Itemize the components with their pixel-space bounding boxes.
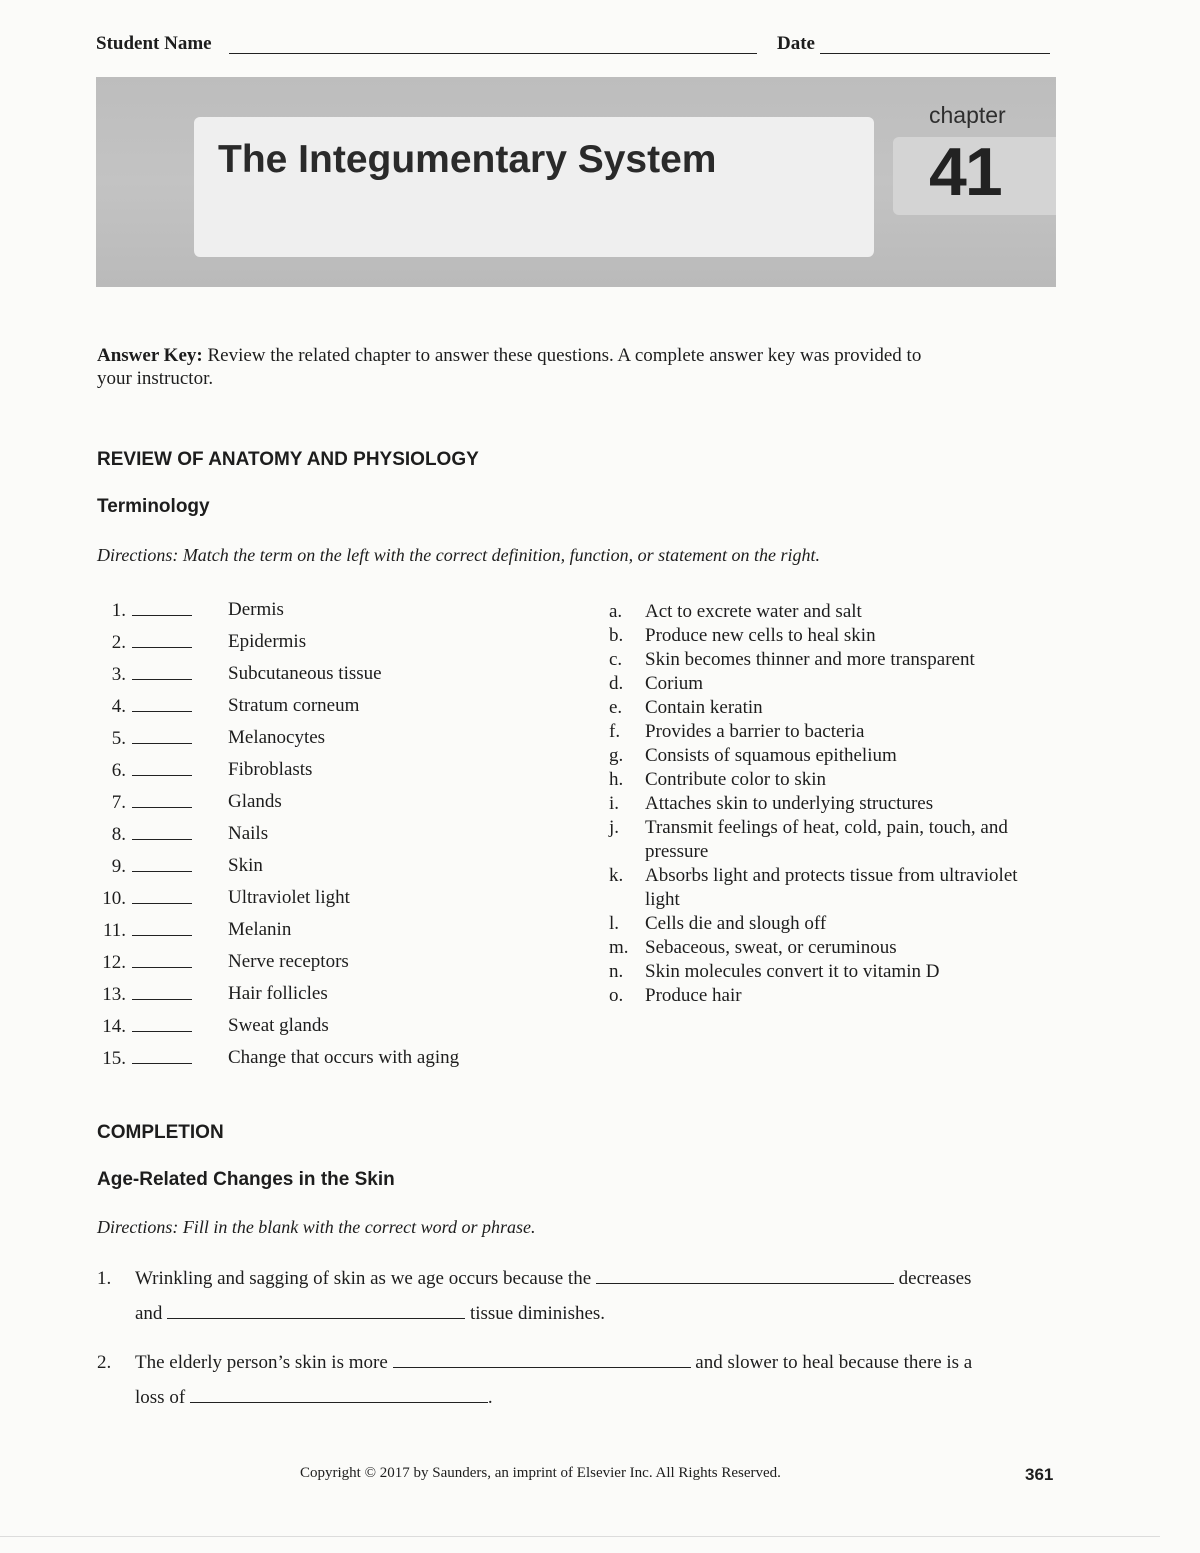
definition-text: Corium <box>645 673 704 694</box>
term-label: Subcutaneous tissue <box>228 663 382 684</box>
question-1-line2 <box>135 1300 1035 1325</box>
answer-key <box>97 344 1067 390</box>
definition-text: Act to excrete water and salt <box>645 601 862 622</box>
definition-letter: f. <box>609 721 621 742</box>
completion-directions: Directions: Fill in the blank with the correct word or phrase. <box>97 1217 536 1237</box>
definition-text: Sebaceous, sweat, or ceruminous <box>645 937 897 958</box>
subsection-title-terminology: Terminology <box>97 496 210 517</box>
question-1 <box>97 1265 1057 1290</box>
term-number: 13. <box>102 984 126 1005</box>
term-row <box>96 951 556 983</box>
date-field[interactable] <box>820 53 1050 54</box>
definition-text: Transmit feelings of heat, cold, pain, touch, and pressure <box>645 817 1008 862</box>
term-number: 15. <box>102 1048 126 1069</box>
term-row <box>96 599 556 631</box>
definition-row <box>609 768 1049 792</box>
definition-text: Provides a barrier to bacteria <box>645 721 865 742</box>
definition-row <box>609 792 1049 816</box>
definition-letter: o. <box>609 985 624 1006</box>
question-text: and <box>135 1303 163 1324</box>
scan-edge-line <box>0 1536 1160 1537</box>
definition-text: Absorbs light and protects tissue from ultraviolet light <box>645 865 1018 910</box>
term-row <box>96 791 556 823</box>
definition-text: Contain keratin <box>645 697 763 718</box>
definition-row <box>609 960 1049 984</box>
definition-text: Consists of squamous epithelium <box>645 745 897 766</box>
definition-row <box>609 624 1049 648</box>
term-number: 7. <box>111 792 126 813</box>
term-answer-blank[interactable] <box>132 1047 192 1064</box>
definition-letter: m. <box>609 937 629 958</box>
term-label: Melanin <box>228 919 292 940</box>
definition-letter: n. <box>609 961 624 982</box>
date-label: Date <box>777 33 815 54</box>
term-label: Fibroblasts <box>228 759 313 780</box>
question-text: Wrinkling and sagging of skin as we age occurs because the <box>135 1268 592 1289</box>
definition-row <box>609 984 1049 1008</box>
section-title-review: REVIEW OF ANATOMY AND PHYSIOLOGY <box>97 449 479 470</box>
term-label: Ultraviolet light <box>228 887 350 908</box>
term-label: Epidermis <box>228 631 307 652</box>
term-number: 5. <box>111 728 126 749</box>
term-answer-blank[interactable] <box>132 599 192 616</box>
question-number: 2. <box>97 1352 112 1373</box>
answer-key-text-line2: your instructor. <box>97 368 214 389</box>
term-row <box>96 855 556 887</box>
term-answer-blank[interactable] <box>132 919 192 936</box>
definition-letter: b. <box>609 625 624 646</box>
term-answer-blank[interactable] <box>132 951 192 968</box>
definition-text: Attaches skin to underlying structures <box>645 793 934 814</box>
term-answer-blank[interactable] <box>132 727 192 744</box>
term-answer-blank[interactable] <box>132 983 192 1000</box>
term-number: 8. <box>111 824 126 845</box>
term-row <box>96 1047 556 1079</box>
definition-letter: c. <box>609 649 623 670</box>
answer-key-label: Answer Key: <box>97 345 203 366</box>
page-number: 361 <box>1025 1465 1054 1484</box>
definition-text: Skin molecules convert it to vitamin D <box>645 961 940 982</box>
term-row <box>96 983 556 1015</box>
term-number: 6. <box>111 760 126 781</box>
definition-row <box>609 864 1040 912</box>
question-2-line2 <box>135 1384 1035 1409</box>
term-label: Nails <box>228 823 269 844</box>
definition-row <box>609 912 1049 936</box>
definition-letter: k. <box>609 865 624 886</box>
term-label: Stratum corneum <box>228 695 360 716</box>
definition-text: Cells die and slough off <box>645 913 827 934</box>
term-row <box>96 727 556 759</box>
term-number: 3. <box>111 664 126 685</box>
chapter-number: 41 <box>929 134 1001 210</box>
term-number: 2. <box>111 632 126 653</box>
definition-letter: l. <box>609 913 620 934</box>
question-number: 1. <box>97 1268 112 1289</box>
term-answer-blank[interactable] <box>132 791 192 808</box>
term-number: 4. <box>111 696 126 717</box>
answer-key-text: Review the related chapter to answer these questions. A complete answer key was provided to <box>207 345 922 366</box>
term-answer-blank[interactable] <box>132 631 192 648</box>
subsection-title-age-changes: Age-Related Changes in the Skin <box>97 1169 395 1190</box>
question-text: decreases <box>898 1268 972 1289</box>
definition-text: Produce new cells to heal skin <box>645 625 876 646</box>
term-number: 11. <box>102 920 126 941</box>
definition-letter: d. <box>609 673 624 694</box>
term-label: Hair follicles <box>228 983 328 1004</box>
terminology-directions: Directions: Match the term on the left with the correct definition, function, or statement on the right. <box>97 545 821 565</box>
definition-text: Produce hair <box>645 985 742 1006</box>
question-text: . <box>487 1387 493 1408</box>
chapter-word: chapter <box>929 102 1006 128</box>
term-row <box>96 663 556 695</box>
term-answer-blank[interactable] <box>132 887 192 904</box>
copyright-notice: Copyright © 2017 by Saunders, an imprint of Elsevier Inc. All Rights Reserved. <box>300 1465 781 1481</box>
section-title-completion: COMPLETION <box>97 1122 224 1143</box>
term-row <box>96 1015 556 1047</box>
term-answer-blank[interactable] <box>132 759 192 776</box>
answer-blank[interactable] <box>596 1265 894 1284</box>
term-row <box>96 823 556 855</box>
term-answer-blank[interactable] <box>132 1015 192 1032</box>
student-name-field[interactable] <box>229 53 757 54</box>
term-label: Nerve receptors <box>228 951 349 972</box>
term-label: Sweat glands <box>228 1015 329 1036</box>
definitions-list <box>609 600 1049 1008</box>
term-label: Skin <box>228 855 263 876</box>
definition-row <box>609 720 1049 744</box>
definition-text: Skin becomes thinner and more transparent <box>645 649 975 670</box>
term-row <box>96 919 556 951</box>
term-number: 10. <box>102 888 126 909</box>
term-number: 9. <box>111 856 126 877</box>
terms-list <box>96 599 556 1079</box>
question-2 <box>97 1349 1067 1374</box>
term-row <box>96 759 556 791</box>
definition-row <box>609 672 1049 696</box>
chapter-title: The Integumentary System <box>218 138 717 181</box>
term-number: 14. <box>102 1016 126 1037</box>
term-row <box>96 887 556 919</box>
answer-blank[interactable] <box>167 1300 465 1319</box>
definition-letter: a. <box>609 601 623 622</box>
question-text: The elderly person’s skin is more <box>135 1352 388 1373</box>
term-label: Dermis <box>228 599 284 620</box>
definition-letter: e. <box>609 697 623 718</box>
term-row <box>96 631 556 663</box>
term-label: Change that occurs with aging <box>228 1047 460 1068</box>
term-answer-blank[interactable] <box>132 823 192 840</box>
term-number: 12. <box>102 952 126 973</box>
question-text: and slower to heal because there is a <box>695 1352 973 1373</box>
term-label: Glands <box>228 791 282 812</box>
term-answer-blank[interactable] <box>132 663 192 680</box>
question-text: loss of <box>135 1387 186 1408</box>
answer-blank[interactable] <box>393 1349 691 1368</box>
term-label: Melanocytes <box>228 727 326 748</box>
term-row <box>96 695 556 727</box>
definition-text: Contribute color to skin <box>645 769 827 790</box>
definition-row <box>609 600 1049 624</box>
definition-row <box>609 744 1049 768</box>
term-answer-blank[interactable] <box>132 855 192 872</box>
term-answer-blank[interactable] <box>132 695 192 712</box>
definition-letter: j. <box>609 817 620 838</box>
definition-row <box>609 648 1049 672</box>
student-name-label: Student Name <box>96 33 212 54</box>
answer-blank[interactable] <box>190 1384 488 1403</box>
term-number: 1. <box>111 600 126 621</box>
definition-letter: i. <box>609 793 620 814</box>
question-text: tissue diminishes. <box>469 1303 606 1324</box>
definition-row <box>609 936 1049 960</box>
definition-row <box>609 696 1049 720</box>
definition-row <box>609 816 1040 864</box>
definition-letter: h. <box>609 769 624 790</box>
definition-letter: g. <box>609 745 624 766</box>
